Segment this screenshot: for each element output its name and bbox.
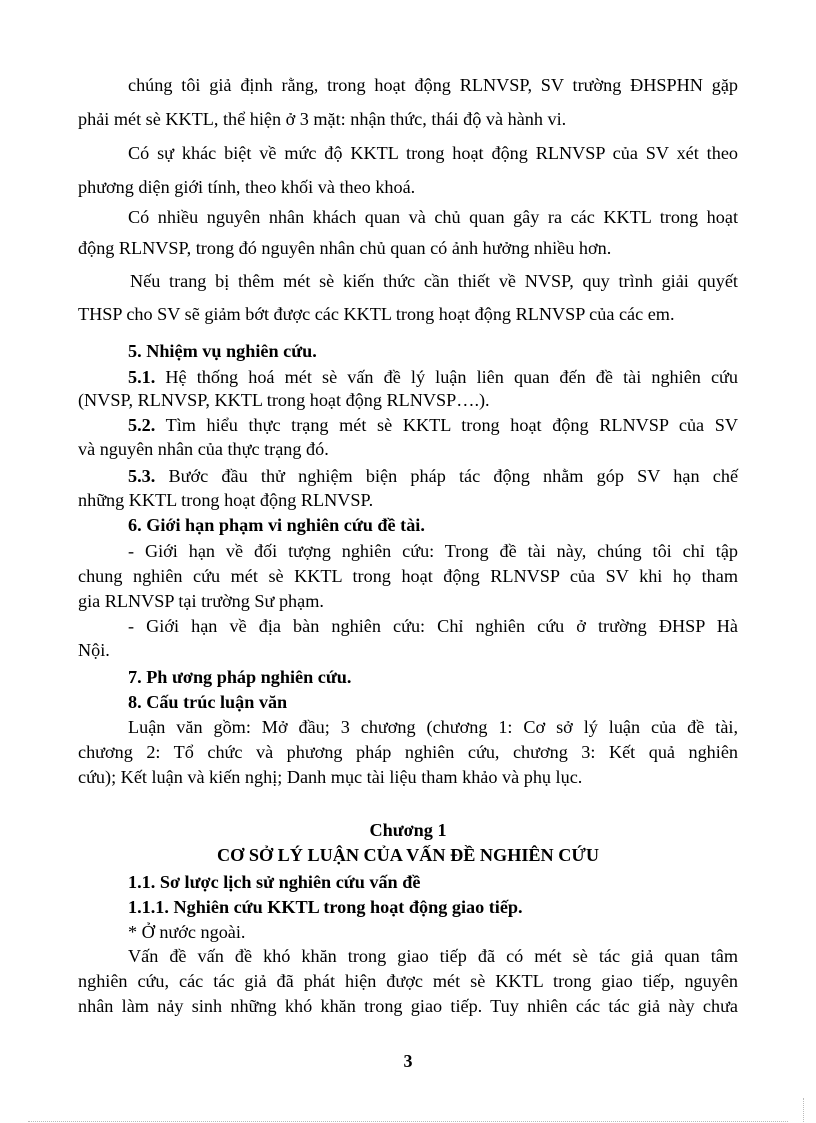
task-5-1-text: Hệ thống hoá mét sè vấn đề lý luận liên quan đến đề tài nghiên cứu [165, 367, 738, 387]
hypothesis-4-line-1: Nếu trang bị thêm mét sè kiến thức cần thiết về NVSP, quy trình giải quyết [130, 271, 738, 291]
task-5-2-number: 5.2. [128, 415, 156, 435]
task-5-1-number: 5.1. [128, 367, 156, 387]
scope-object-line-2: chung nghiên cứu mét sè KKTL trong hoạt động RLNVSP của SV khi họ tham [78, 566, 738, 586]
task-5-1-line-2: (NVSP, RLNVSP, KKTL trong hoạt động RLNVSP….). [78, 390, 490, 410]
section-8-heading: 8. Cấu trúc luận văn [128, 692, 288, 712]
chapter-paragraph-line-2: nghiên cứu, các tác giả đã phát hiện được mét sè KKTL trong giao tiếp, nguyên [78, 971, 738, 991]
page-bottom-border [28, 1121, 788, 1122]
scope-object-line-1: - Giới hạn về đối tượng nghiên cứu: Trong đề tài này, chúng tôi chỉ tập [128, 541, 738, 561]
hypothesis-3-line-1: Có nhiều nguyên nhân khách quan và chủ quan gây ra các KKTL trong hoạt [128, 207, 738, 227]
hypothesis-4-line-2: THSP cho SV sẽ giảm bớt được các KKTL trong hoạt động RLNVSP của các em. [78, 304, 675, 324]
hypothesis-1-line-1: chúng tôi giả định rằng, trong hoạt động RLNVSP, SV trường ĐHSPHN gặp [128, 75, 738, 95]
scope-object-line-3: gia RLNVSP tại trường Sư phạm. [78, 591, 324, 611]
structure-line-1: Luận văn gồm: Mở đầu; 3 chương (chương 1: Cơ sở lý luận của đề tài, [128, 717, 738, 737]
task-5-3-line-2: những KKTL trong hoạt động RLNVSP. [78, 490, 374, 510]
section-1-1-1-heading: 1.1.1. Nghiên cứu KKTL trong hoạt động giao tiếp. [128, 897, 523, 917]
section-6-heading: 6. Giới hạn phạm vi nghiên cứu đề tài. [128, 515, 425, 535]
section-5-heading: 5. Nhiệm vụ nghiên cứu. [128, 341, 317, 361]
hypothesis-2-line-1: Có sự khác biệt về mức độ KKTL trong hoạt động RLNVSP của SV xét theo [128, 143, 738, 163]
chapter-paragraph-line-1: Vấn đề vấn đề khó khăn trong giao tiếp đã có mét sè tác giả quan tâm [128, 946, 738, 966]
hypothesis-3-line-2: động RLNVSP, trong đó nguyên nhân chủ quan có ảnh hưởng nhiều hơn. [78, 238, 612, 258]
task-5-2-line-2: và nguyên nhân của thực trạng đó. [78, 439, 329, 459]
task-5-1-line-1 [78, 366, 738, 388]
chapter-title: CƠ SỞ LÝ LUẬN CỦA VẤN ĐỀ NGHIÊN CỨU [217, 845, 599, 865]
page-number: 3 [403, 1051, 413, 1071]
structure-line-2: chương 2: Tổ chức và phương pháp nghiên cứu, chương 3: Kết quả nghiên [78, 742, 738, 762]
task-5-2-line-1 [78, 414, 738, 436]
scope-area-line-1: - Giới hạn về địa bàn nghiên cứu: Chỉ nghiên cứu ở trường ĐHSP Hà [128, 616, 738, 636]
chapter-paragraph-line-3: nhân làm nảy sinh những khó khăn trong giao tiếp. Tuy nhiên các tác giả này chưa [78, 996, 738, 1016]
task-5-3-number: 5.3. [128, 466, 156, 486]
hypothesis-2-line-2: phương diện giới tính, theo khối và theo khoá. [78, 177, 416, 197]
page-corner-border [803, 1098, 804, 1122]
structure-line-3: cứu); Kết luận và kiến nghị; Danh mục tài liệu tham khảo và phụ lục. [78, 767, 583, 787]
hypothesis-1-line-2: phải mét sè KKTL, thể hiện ở 3 mặt: nhận thức, thái độ và hành vi. [78, 109, 567, 129]
task-5-2-text: Tìm hiểu thực trạng mét sè KKTL trong hoạt động RLNVSP của SV [165, 415, 738, 435]
scope-area-line-2: Nội. [78, 640, 110, 660]
chapter-label: Chương 1 [369, 820, 447, 840]
task-5-3-line-1 [78, 465, 738, 487]
section-7-heading: 7. Ph ương pháp nghiên cứu. [128, 667, 352, 687]
abroad-heading: * Ở nước ngoài. [128, 922, 246, 942]
section-1-1-heading: 1.1. Sơ lược lịch sử nghiên cứu vấn đề [128, 872, 421, 892]
task-5-3-text: Bước đầu thử nghiệm biện pháp tác động nhằm góp SV hạn chế [168, 466, 739, 486]
